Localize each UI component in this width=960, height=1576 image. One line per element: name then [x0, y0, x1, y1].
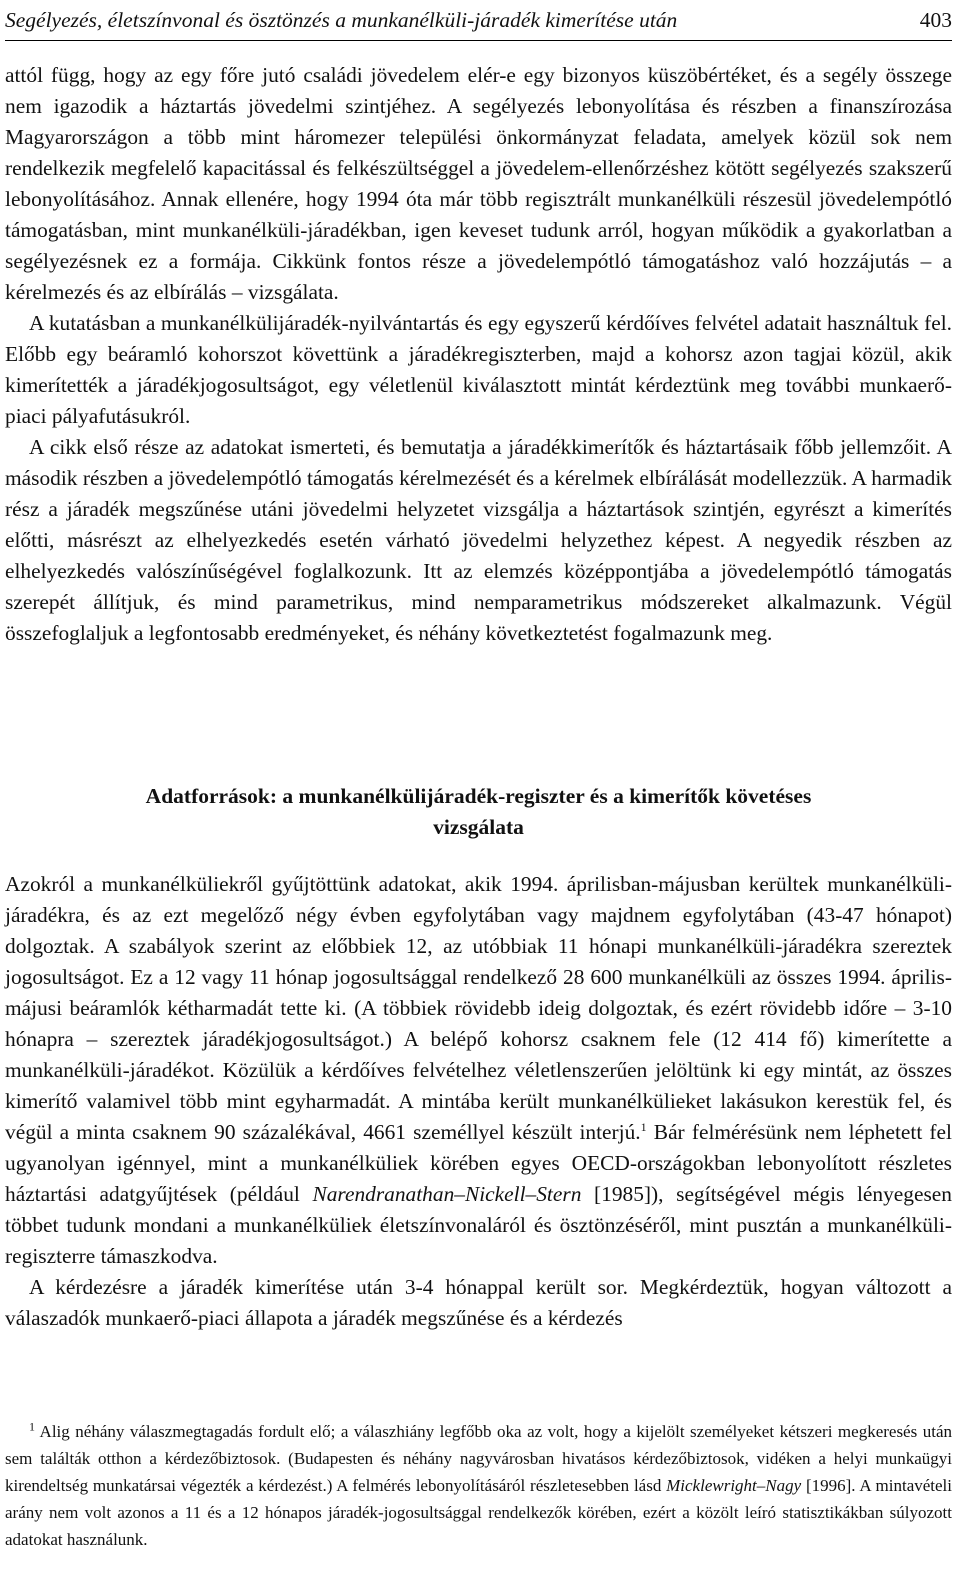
intro-paragraph-3: A cikk első része az adatokat ismerteti, és bemutatja a járadékkimerítők és háztartásaik főbb jellemzőit. A második részben a jövedelempótló támogatás kérelmezését és a kérelmek elbírálását modellezzük. A harmadik rész a járadék megszűnése utáni jövedelmi helyzetet vizsgálja a háztartások szintjén, egyrészt a kimerítés előtti, másrészt az elhelyezkedés esetén várható jövedelmi helyzethez képest. A negyedik részben az elhelyezkedés valószínűségével foglalkozunk. Itt az elemzés középpontjába a jövedelempótló támogatás szerepét állítjuk, és mind parametrikus, mind nemparametrikus módszereket alkalmazunk. Végül összefoglaljuk a legfontosabb eredményeket, és néhány következtetést fogalmazunk meg.: [5, 435, 952, 645]
citation-narendranathan: Narendranathan–Nickell–Stern: [312, 1182, 582, 1206]
section-paragraph-2: A kérdezésre a járadék kimerítése után 3-4 hónappal került sor. Megkérdeztük, hogyan változott a válaszadók munkaerő-piaci állapota a járadék megszűnése és a kérdezés: [5, 1275, 952, 1330]
section-heading-line-1: Adatforrások: a munkanélkülijáradék-regiszter és a kimerítők követéses: [145, 784, 812, 808]
citation-micklewright: Micklewright–Nagy: [666, 1476, 802, 1495]
section-paragraph-1-part-a: Azokról a munkanélküliekről gyűjtöttünk adatokat, akik 1994. áprilisban-májusban kerültek munkanélküli-járadékra, és az ezt megelőző négy évben egyfolytában vagy majdnem egyfolytában (43-47 hónapot) dolgoztak. A szabályok szerint az előbbiek 12, az utóbbiak 11 hónapi munkanélküli-járadékra szereztek jogosultságot. Ez a 12 vagy 11 hónap jogosultsággal rendelkező 28 600 munkanélküli az összes 1994. április-májusi beáramlók kétharmadát tette ki. (A többiek rövidebb ideig dolgoztak, és ezért rövidebb időre – 3-10 hónapra – szereztek járadékjogosultságot.) A belépő kohorsz csaknem fele (12 414 fő) kimerítette a munkanélküli-járadékot. Közülük a kérdőíves felvételhez véletlenszerűen jelöltünk ki egy mintát, az összes kimerítő valamivel több mint egyharmadát. A mintába került munkanélkülieket lakásukon kerestük fel, és végül a minta csaknem 90 százalékával, 4661 személlyel készült interjú.: [5, 872, 952, 1144]
footnote-1: [5, 1418, 952, 1553]
section-heading-line-2: vizsgálata: [433, 815, 524, 839]
footnotes: [5, 1418, 952, 1553]
running-head-title: Segélyezés, életszínvonal és ösztönzés a munkanélküli-járadék kimerítése után: [5, 8, 678, 32]
page-number: 403: [919, 8, 952, 32]
intro-text: [5, 60, 952, 649]
section-text: [5, 869, 952, 1334]
footnote-text-a: Alig néhány válaszmegtagadás fordult elő; a válaszhiány legfőbb oka az volt, hogy a kijelölt személyeket kétszeri megkeresés után sem találták otthon a kérdezőbiztosok. (Budapesten és néhány nagyvárosban hivatásos kérdezőbiztosok, vidéken a helyi munkaügyi kirendeltség munkatársai végezték a kérdezést.) A felmérés lebonyolításáról részletesebben lásd: [5, 1422, 952, 1495]
footnote-reference[interactable]: 1: [640, 1119, 647, 1134]
footnote-mark: 1: [29, 1419, 35, 1434]
intro-paragraph-1: attól függ, hogy az egy főre jutó családi jövedelem elér-e egy bizonyos küszöbértéket, és a segély összege nem igazodik a háztartás jövedelmi szintjéhez. A segélyezés lebonyolítása és részben a finanszírozása Magyarországon a több mint háromezer települési önkormányzat feladata, amelyek közül sok nem rendelkezik megfelelő kapacitással és felkészültséggel a jövedelem-ellenőrzéshez kötött segélyezés szakszerű lebonyolításához. Annak ellenére, hogy 1994 óta már több regisztrált munkanélküli részesül jövedelempótló támogatásban, mint munkanélküli-járadékban, igen keveset tudunk arról, hogyan működik a gyakorlatban a segélyezésnek ez a formája. Cikkünk fontos része a jövedelempótló támogatáshoz való hozzájutás – a kérelmezés és az elbírálás – vizsgálata.: [5, 63, 952, 304]
running-head: [5, 8, 952, 32]
footnote-text-b: [1996]. A mintavételi arány nem volt azonos a 11 és a 12 hónapos járadék-jogosultsággal rendelkezők körében, ezért a közölt leíró statisztikákban súlyozott adatokat használunk.: [5, 1476, 952, 1549]
section-heading: [5, 781, 952, 843]
section-paragraph-1: [5, 869, 952, 1272]
intro-paragraph-2: A kutatásban a munkanélkülijáradék-nyilvántartás és egy egyszerű kérdőíves felvétel adatait használtuk fel. Előbb egy beáramló kohorszot követtünk a járadékregiszterben, majd a kohorsz azon tagjai közül, akik kimerítették a járadékjogosultságot, egy véletlenül kiválasztott mintát kérdeztünk meg további munkaerő-piaci pályafutásukról.: [5, 311, 952, 428]
header-rule: [5, 40, 952, 41]
section-paragraph-1-part-b: Bár felmérésünk nem léphetett fel ugyanolyan igénnyel, mint a munkanélküliek körében egyes OECD-országokban lebonyolított részletes háztartási adatgyűjtések (például: [5, 1120, 952, 1206]
section-paragraph-1-part-c: [1985]), segítségével mégis lényegesen többet tudunk mondani a munkanélküliek életszínvonaláról és ösztönzéséről, mint pusztán a munkanélküli-regiszterre támaszkodva.: [5, 1182, 952, 1268]
